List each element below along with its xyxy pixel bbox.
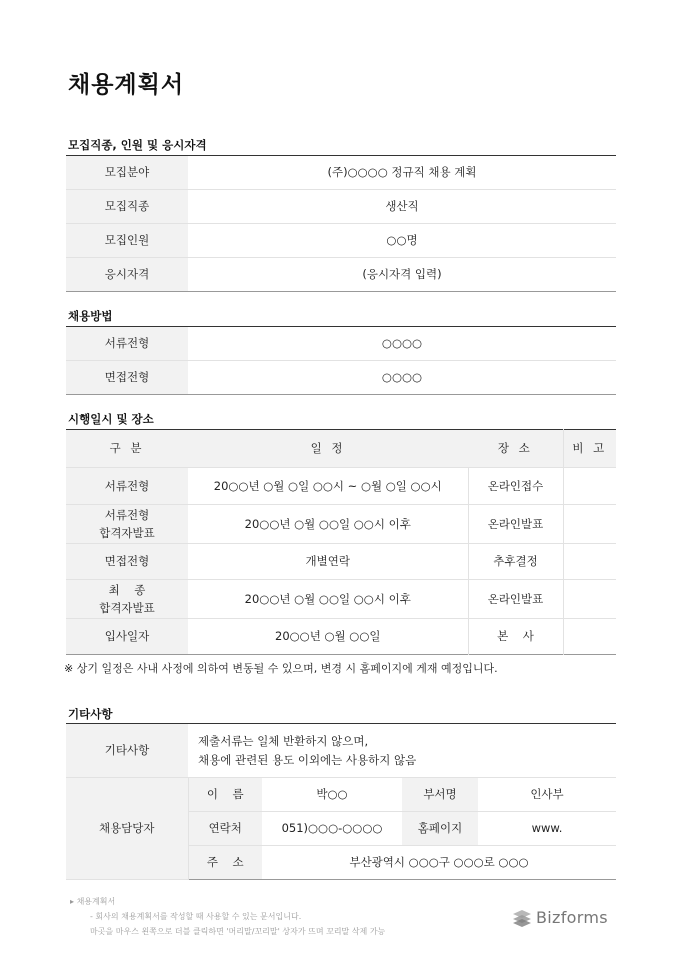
row-value: (주)○○○○ 정규직 채용 계획 [188,156,616,190]
row-date: 20○○년 ○월 ○○일 [275,629,381,644]
recruitment-table [66,155,616,292]
method-table [66,326,616,395]
addr-value: 부산광역시 ○○○구 ○○○로 ○○○ [349,855,529,870]
row-value: 생산직 [188,190,616,224]
footer-title: ▸ 채용계획서 [70,897,116,906]
name-label: 이 름 [188,778,262,812]
row-place: 온라인발표 [468,580,563,619]
page-title: 채용계획서 [68,72,185,98]
etc-table [66,723,616,880]
footer-hint: 마곳을 마우스 왼쪽으로 더블 클릭하면 '머리말/꼬리말' 상자가 뜨며 꼬리말 삭제 가능 [90,927,386,936]
addr-label: 주 소 [188,846,262,880]
row-date: 20○○년 ○월 ○○일 ○○시 이후 [188,505,468,544]
row-place: 추후결정 [468,544,563,580]
table-row [66,224,616,258]
row-value: (응시자격 입력) [362,267,442,282]
name-value: 박○○ [262,778,402,812]
dept-value: 인사부 [478,778,616,812]
logo-text: Bizforms [536,908,608,927]
dept-label: 부서명 [402,778,478,812]
row-label: 면접전형 [66,361,188,395]
row-date: 20○○년 ○월 ○○일 ○○시 이후 [188,580,468,619]
web-value: www. [478,812,616,846]
schedule-note: ※ 상기 일정은 사내 사정에 의하여 변동될 수 있으며, 변경 시 홈페이지에 게재 예정입니다. [64,662,498,675]
section-heading-etc: 기타사항 [68,707,113,721]
table-row [66,190,616,224]
footer-desc: - 회사의 채용계획서를 작성할 때 사용할 수 있는 문서입니다. [90,912,302,921]
contact-label: 채용담당자 [66,778,188,880]
table-row [66,505,616,544]
table-row [66,361,616,395]
table-row [66,468,616,505]
col-header: 구 분 [66,430,188,468]
row-label: 모집분야 [66,156,188,190]
table-row [66,778,616,812]
section-heading-method: 채용방법 [68,309,113,323]
row-place: 온라인발표 [468,505,563,544]
stacked-layers-icon [512,909,532,927]
row-note [563,544,616,580]
table-header-row [66,430,616,468]
col-header: 비 고 [563,430,616,468]
row-note [563,580,616,619]
table-row [66,327,616,361]
section-heading-recruitment: 모집직종, 인원 및 응시자격 [68,138,207,152]
row-note [563,505,616,544]
bullet-icon: ▸ [70,897,75,906]
row-label: 서류전형 [66,327,188,361]
row-label: 모집인원 [66,224,188,258]
table-row [66,156,616,190]
row-value: ○○○○ [381,370,423,385]
row-label: 면접전형 [66,544,188,580]
table-row [66,544,616,580]
web-label: 홈페이지 [402,812,478,846]
row-place: 본 사 [468,619,563,655]
phone-label: 연락처 [188,812,262,846]
schedule-table [66,429,616,655]
row-label: 입사일자 [66,619,188,655]
row-note [563,619,616,655]
row-value: ○○○○ [188,327,616,361]
row-date: 20○○년 ○월 ○일 ○○시 ~ ○월 ○일 ○○시 [188,468,468,505]
col-header: 일 정 [188,430,468,468]
section-heading-schedule: 시행일시 및 장소 [68,412,154,426]
row-label: 최 종 합격자발표 [66,580,188,619]
col-header: 장 소 [468,430,563,468]
row-label: 모집직종 [66,190,188,224]
row-label: 서류전형 [66,468,188,505]
phone-value: 051)○○○-○○○○ [262,812,402,846]
etc-content: 제출서류는 일체 반환하지 않으며, 채용에 관련된 용도 이외에는 사용하지 않음 [188,724,616,778]
table-row [66,619,616,655]
table-row [66,724,616,778]
row-date: 개별연락 [188,544,468,580]
row-value: ○○명 [188,224,616,258]
row-label: 응시자격 [66,258,188,292]
table-row [66,580,616,619]
row-note [563,468,616,505]
row-label: 서류전형 합격자발표 [66,505,188,544]
bizforms-logo [512,908,608,927]
table-row [66,258,616,292]
etc-label: 기타사항 [66,724,188,778]
row-place: 온라인접수 [468,468,563,505]
